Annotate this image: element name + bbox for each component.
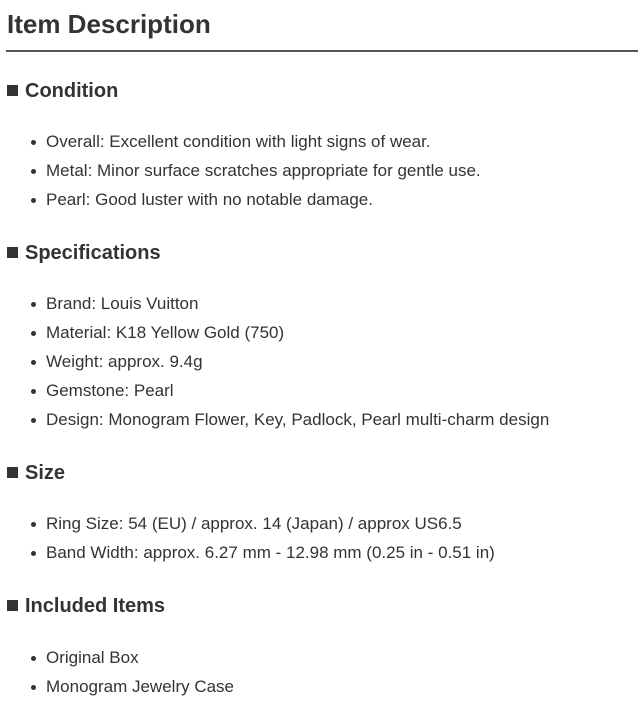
condition-list: [0, 131, 481, 218]
list-item-text: Material: K18 Yellow Gold (750): [46, 323, 285, 342]
list-item-text: Pearl: Good luster with no notable damage.: [46, 190, 373, 209]
bullet-dot-icon: [31, 169, 36, 174]
section-heading-label: Condition: [25, 80, 119, 102]
section-heading-size: [7, 460, 65, 486]
list-item: [0, 409, 549, 438]
bullet-dot-icon: [31, 198, 36, 203]
size-list: [0, 513, 495, 571]
square-bullet-icon: [7, 467, 18, 478]
list-item: [0, 322, 549, 351]
list-item-text: Ring Size: 54 (EU) / approx. 14 (Japan) / approx US6.5: [46, 514, 462, 533]
list-item-text: Metal: Minor surface scratches appropriate for gentle use.: [46, 161, 481, 180]
bullet-dot-icon: [31, 551, 36, 556]
section-heading-included-items: [7, 593, 165, 619]
section-heading-label: Included Items: [25, 595, 166, 617]
list-item: [0, 647, 234, 676]
page-title: Item Description: [7, 9, 211, 39]
square-bullet-icon: [7, 247, 18, 258]
included-items-list: [0, 647, 234, 705]
bullet-dot-icon: [31, 360, 36, 365]
bullet-dot-icon: [31, 302, 36, 307]
bullet-dot-icon: [31, 331, 36, 336]
square-bullet-icon: [7, 600, 18, 611]
list-item-text: Brand: Louis Vuitton: [46, 294, 199, 313]
list-item: [0, 131, 481, 160]
list-item: [0, 351, 549, 380]
section-heading-label: Specifications: [25, 242, 161, 264]
list-item-text: Original Box: [46, 648, 139, 667]
list-item-text: Monogram Jewelry Case: [46, 677, 235, 696]
bullet-dot-icon: [31, 418, 36, 423]
square-bullet-icon: [7, 85, 18, 96]
list-item-text: Overall: Excellent condition with light signs of wear.: [46, 132, 431, 151]
list-item: [0, 380, 549, 409]
list-item-text: Gemstone: Pearl: [46, 381, 174, 400]
list-item: [0, 513, 495, 542]
list-item-text: Weight: approx. 9.4g: [46, 352, 203, 371]
list-item: [0, 189, 481, 218]
bullet-dot-icon: [31, 389, 36, 394]
specifications-list: [0, 293, 549, 438]
list-item: [0, 293, 549, 322]
list-item: [0, 676, 234, 705]
title-divider: [6, 50, 638, 52]
list-item: [0, 542, 495, 571]
list-item: [0, 160, 481, 189]
section-heading-specifications: [7, 240, 161, 266]
list-item-text: Band Width: approx. 6.27 mm - 12.98 mm (0.25 in - 0.51 in): [46, 543, 495, 562]
bullet-dot-icon: [31, 522, 36, 527]
section-heading-condition: [7, 78, 118, 104]
bullet-dot-icon: [31, 140, 36, 145]
bullet-dot-icon: [31, 685, 36, 690]
list-item-text: Design: Monogram Flower, Key, Padlock, Pearl multi-charm design: [46, 410, 550, 429]
bullet-dot-icon: [31, 656, 36, 661]
section-heading-label: Size: [25, 462, 66, 484]
